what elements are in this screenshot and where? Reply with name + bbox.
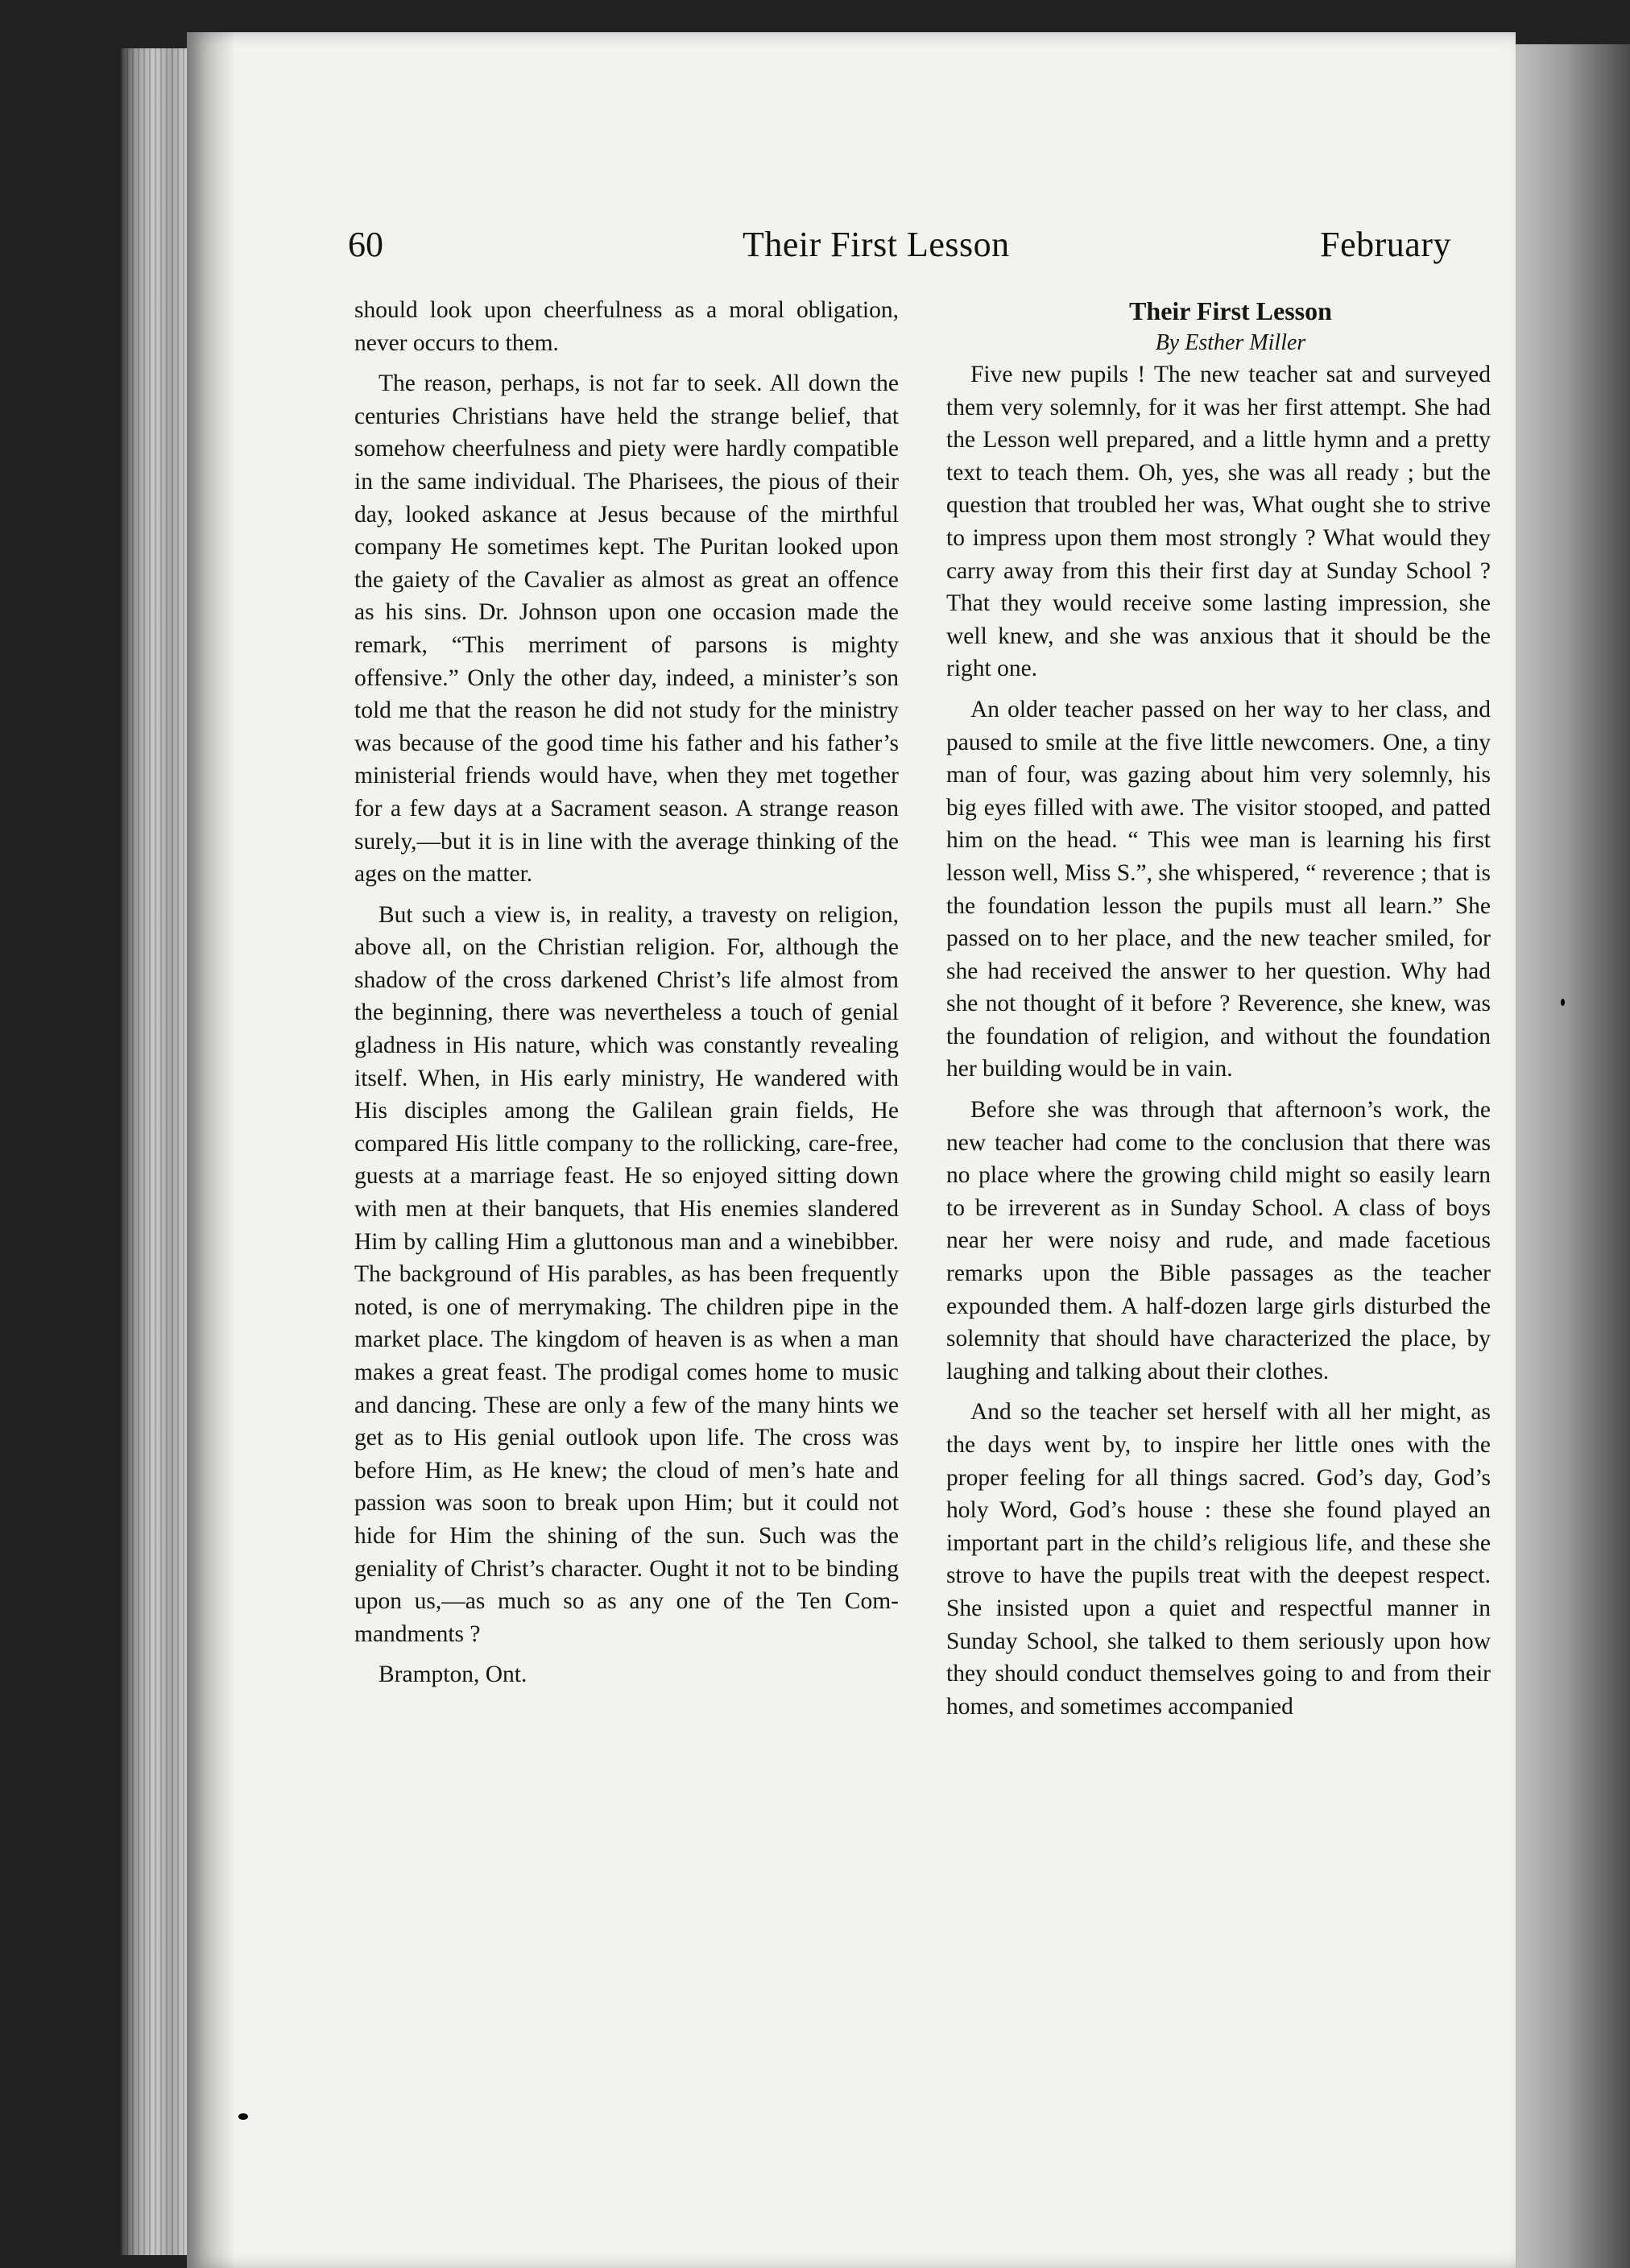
paragraph: Five new pupils ! The new teacher sat and surveyed them very solemnly, for it was her first attempt. She had the Lesson well prepared, and a little hymn and a pretty text to teach them. Oh, yes, she was all ready ; but the question that troubled her was, What ought she to strive to impress upon them most strongly ? What would they carry away from this their first day at Sunday School ? That they would receive some lasting impression, she well knew, and she was anxious that it should be the right one.	[946, 362, 1491, 682]
paragraph: And so the teacher set herself with all her might, as the days went by, to inspire her little ones with the proper feeling for all things sacred. God’s day, God’s holy Word, God’s house : these she found played an important part in the child’s religious life, and these she strove to have the pupils treat with the deepest respect. She insisted upon a quiet and respectful manner in Sunday School, she talked to them seriously upon how they should conduct themselves going to and from their homes, and sometimes accompanied	[946, 1399, 1491, 1720]
paragraph: The reason, perhaps, is not far to seek. All down the centuries Christians have held the strange belief, that somehow cheerfulness and piety were hardly compatible in the same individual. The Pharisees, the pious of their day, looked askance at Jesus because of the mirthful company He sometimes kept. The Puritan looked upon the gaiety of the Cavalier as almost as great an offence as his sins. Dr. Johnson upon one occasion made the remark, “This merriment of parsons is mighty offensive.” Only the other day, indeed, a minister’s son told me that the reason he did not study for the ministry was because of the good time his father and his father’s ministerial friends would have, when they met together for a few days at a Sacrament season. A strange reason surely,—but it is in line with the average thinking of the ages on the matter.	[354, 370, 899, 888]
running-head-month: February	[1320, 225, 1451, 264]
left-column	[354, 294, 899, 1691]
signoff: Brampton, Ont.	[379, 1662, 527, 1688]
running-head-title: Their First Lesson	[743, 225, 1010, 264]
paragraph: should look upon cheerfulness as a moral obligation, never occurs to them.	[354, 297, 899, 356]
article-title: Their First Lesson	[1129, 296, 1332, 325]
paragraph: Before she was through that afternoon’s work, the new teacher had come to the conclusion that there was no place where the growing child might so easily learn to be irreverent as in Sunday School. A class of boys near her were noisy and rude, and made facetious remarks upon the Bible passages as the teacher expounded them. A half-dozen large girls disturbed the solemnity that should have characterized the place, by laughing and talking about their clothes.	[946, 1097, 1491, 1384]
ink-speck	[1561, 999, 1565, 1006]
paragraph: An older teacher passed on her way to her class, and paused to smile at the five little newcomers. One, a tiny man of four, was gazing about him very solemnly, his big eyes filled with awe. The visitor stooped, and patted him on the head. “ This wee man is learning his first lesson well, Miss S.”, she whispered, “ reverence ; that is the foundation lesson the pupils must all learn.” She passed on to her place, and the new teacher smiled, for she had received the answer to her question. Why had she not thought of it before ? Reverence, she knew, was the foundation of religion, and without the foundation her building would be in vain.	[946, 696, 1491, 1082]
gutter-shadow	[187, 32, 235, 2268]
right-column	[946, 294, 1491, 1723]
book-page-edges-left	[121, 48, 193, 2255]
paragraph: But such a view is, in reality, a travesty on religion, above all, on the Christian religion. For, although the shadow of the cross darkened Christ’s life almost from the beginning, there was nevertheless a touch of genial gladness in His nature, which was constantly revealing itself. When, in His early ministry, He wandered with His disciples among the Galilean grain fields, He compared His little company to the rollicking, care-free, guests at a marriage feast. He so enjoyed sitting down with men at their banquets, that His enemies slandered Him by calling Him a gluttonous man and a winebibber. The background of His parables, as has been frequently noted, is one of merrymaking. The children pipe in the market place. The kingdom of heaven is as when a man makes a great feast. The prodigal comes home to music and dancing. These are only a few of the many hints we get as to His genial outlook upon life. The cross was before Him, as He knew; the cloud of men’s hate and passion was soon to break upon Him; but it could not hide for Him the shining of the sun. Such was the geniality of Christ’s character. Ought it not to be binding upon us,—as much so as any one of the Ten Commandments ?	[354, 901, 899, 1647]
ink-speck	[238, 2113, 248, 2120]
running-head	[348, 208, 1459, 272]
byline: By Esther Miller	[1155, 330, 1306, 355]
page-number: 60	[348, 225, 383, 264]
